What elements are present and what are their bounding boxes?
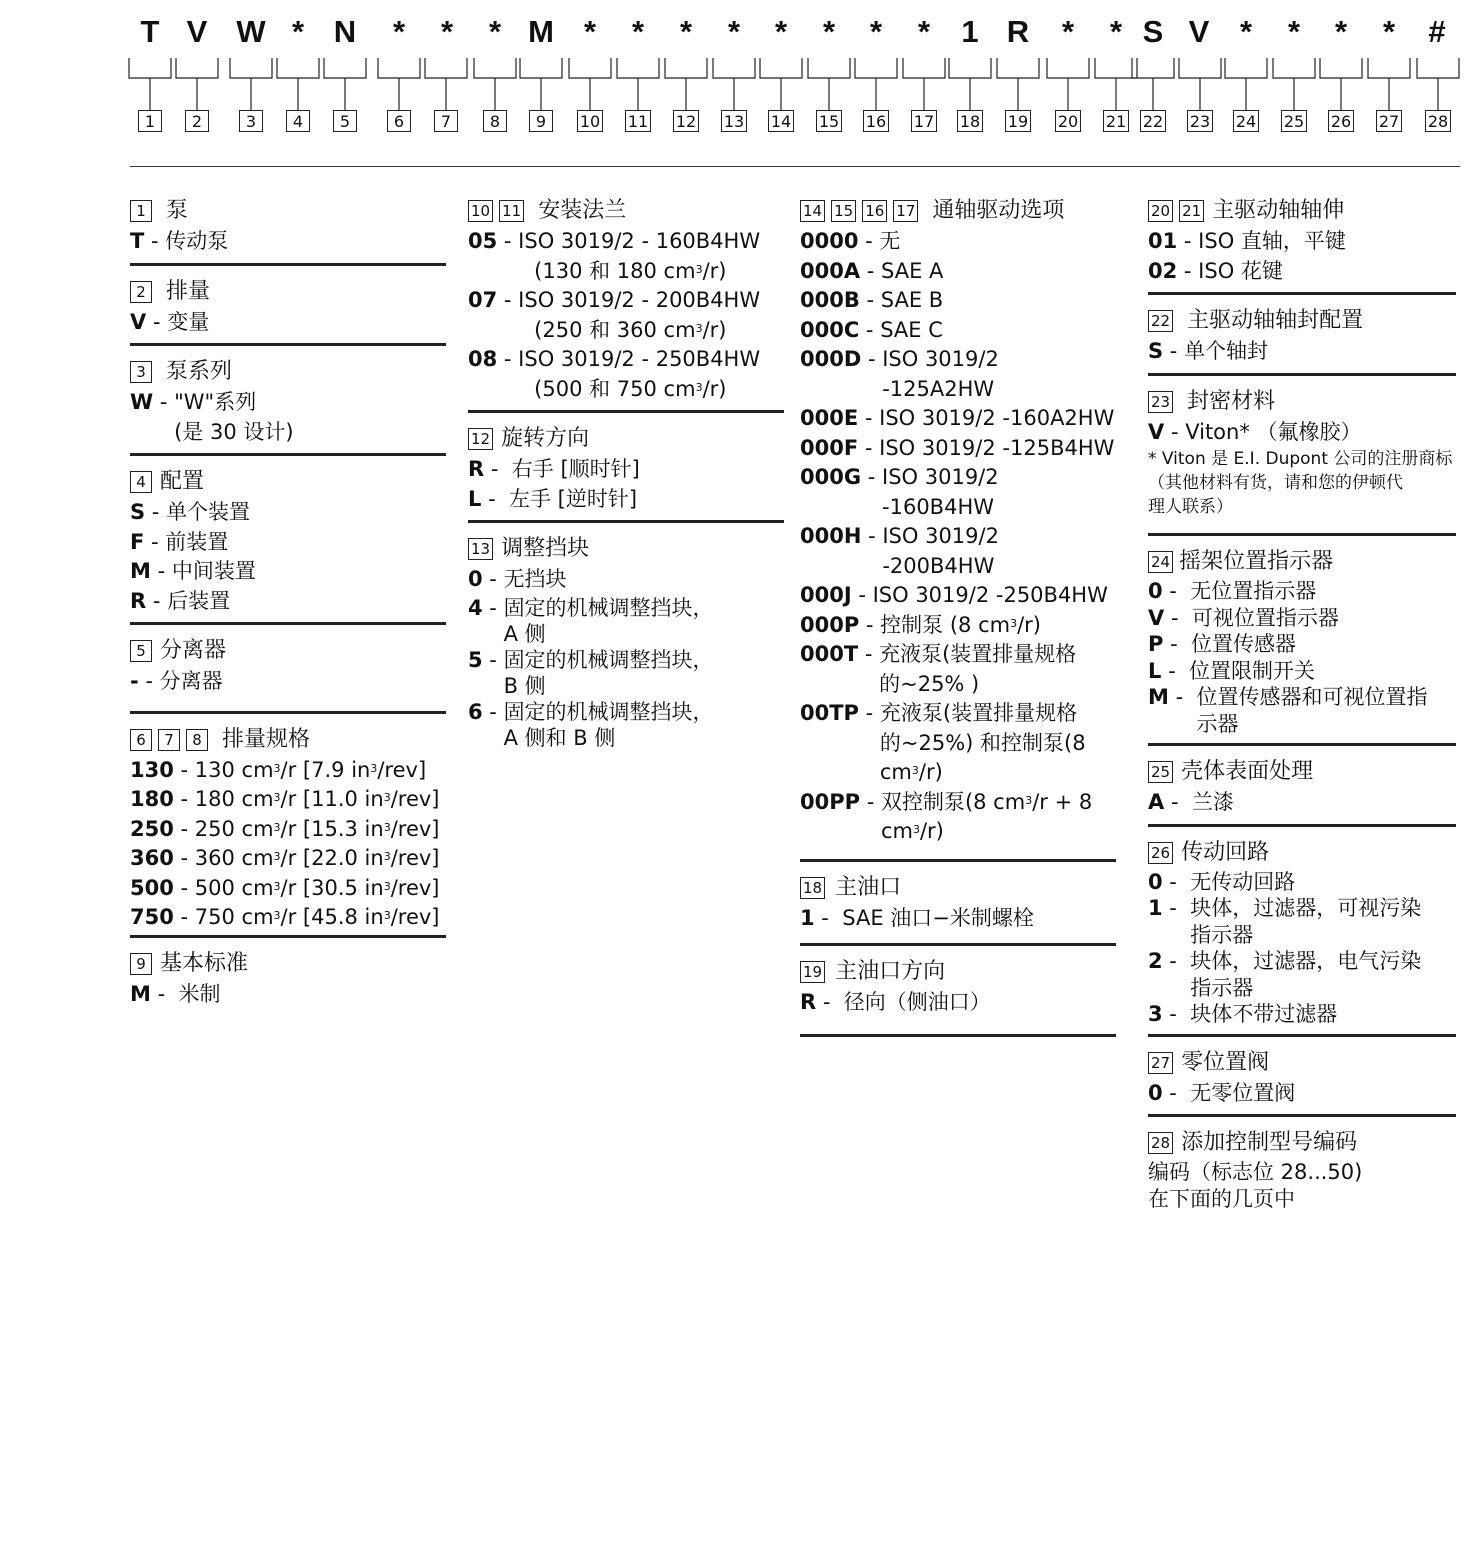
section-title: 通轴驱动选项 [932, 198, 1065, 223]
code-char: * [583, 14, 597, 49]
section-displacement: 2 排量 V - 变量 [130, 276, 446, 347]
option-desc: 固定的机械调整挡块， A 侧 [503, 595, 714, 646]
option-code: A [1148, 790, 1165, 814]
code-bracket [474, 58, 516, 110]
option-code: F [130, 529, 145, 554]
code-char: * [679, 14, 693, 49]
option-desc: 位置限制开关 [1189, 658, 1315, 683]
option-code: 4 [468, 595, 483, 620]
section-mounting-flange: 10 11 安装法兰 05 - ISO 3019/2 - 160B4HW (130 和 180 $cm^3/r$) 07 - ISO 3019/2 - 200B4HW (250 和 360 $cm^3/r$) 08 - ISO 3019/2 - 250B4HW (500 和 750 $cm^3/r$) [468, 195, 784, 413]
section-title: 安装法兰 [538, 198, 627, 223]
code-char: * [631, 14, 645, 49]
thru-drive-option: 000B - SAE B [800, 288, 944, 312]
section-displacement-size [130, 724, 446, 938]
code-bracket [903, 58, 945, 110]
position-box: 28 [1148, 1132, 1173, 1154]
option-code: 1 [1148, 896, 1163, 920]
section-thru-drive: 14 15 16 17 通轴驱动选项 0000 - 无 000A - SAE A 000B - SAE B 000C - SAE C 000D - ISO 3019/2 -125A2HW 000E - ISO 3019/2 -160A2HW 000F - ISO 3019/2 -125B4HW 000G - ISO 3019/2 -160B4HW 000H - ISO 3019/2 -200B4HW 000J - ISO 3019/2 -250B4HW 000P - 控制泵 (8 $cm^3/r$) 000T - 充液泵(装置排量规格 的~25% ) 00TP - 充液泵(装置排量规格 的~25%) 和控制泵(8 $cm^3/r$) 00PP - 双控制泵(8 $cm^3/r + 8$ $cm^3/r$) [800, 195, 1116, 862]
option-desc: 左手 [逆时针] [509, 486, 638, 511]
option-desc: 前装置 [165, 529, 229, 554]
position-number-box: 6 [387, 110, 411, 132]
section-pump: 1 泵 T - 传动泵 [130, 195, 446, 266]
thru-drive-option: 000A - SAE A [800, 258, 944, 283]
option-code: V [1148, 605, 1165, 630]
section-title: 传动回路 [1181, 839, 1270, 865]
code-char: * [1109, 14, 1123, 49]
code-char: * [1239, 14, 1253, 49]
header-divider [130, 166, 1460, 167]
option-desc: 块体，过滤器，可视污染 指示器 [1190, 896, 1422, 947]
code-bracket [1273, 58, 1315, 110]
position-box: 18 [800, 877, 825, 899]
code-char: W [236, 14, 266, 49]
code-char: * [1334, 14, 1348, 49]
code-bracket [1368, 58, 1410, 110]
code-char: * [392, 14, 406, 49]
option-code: 5 [468, 647, 483, 672]
position-number-box: 3 [239, 110, 263, 132]
position-box: 25 [1148, 761, 1173, 783]
option-code: T [130, 229, 145, 253]
section-title: 添加控制型号编码 [1181, 1130, 1358, 1155]
section-shaft-seal: 22 主驱动轴轴封配置 S - 单个轴封 [1148, 305, 1456, 376]
position-box: 3 [130, 361, 152, 383]
position-number-box: 15 [816, 110, 842, 132]
option-desc: 单个轴封 [1184, 339, 1269, 363]
position-box: 6 [130, 729, 152, 751]
section-title: 基本标准 [160, 950, 249, 976]
section-title: 泵系列 [166, 359, 233, 384]
option-code: 01 [1148, 229, 1178, 253]
code-char: * [1382, 14, 1396, 49]
section-housing-finish: 25 壳体表面处理 A - 兰漆 [1148, 756, 1456, 827]
position-box: 22 [1148, 310, 1173, 332]
code-bracket [997, 58, 1039, 110]
position-box: 5 [130, 640, 152, 662]
position-box: 1 [130, 200, 152, 222]
option-code: M [130, 981, 151, 1006]
section-swashplate-indicator: 24 摇架位置指示器 0 - 无位置指示器 V - 可视位置指示器 P - 位置传感器 L - 位置限制开关 M - 位置传感器和可视位置指 示器 [1148, 546, 1456, 746]
position-box: 7 [158, 729, 180, 751]
position-box: 9 [130, 953, 152, 975]
section-title: 排量 [166, 278, 211, 304]
section-title: 主驱动轴轴封配置 [1187, 308, 1364, 333]
option-code: M [130, 559, 151, 583]
code-bracket [1095, 58, 1137, 110]
code-bracket [1179, 58, 1221, 110]
code-char: 1 [961, 14, 979, 49]
section-control-code [1148, 1127, 1456, 1219]
option-code: 05 [468, 229, 498, 253]
option-desc: 径向（侧油口） [843, 990, 991, 1014]
displacement-option: 130 - 130 $cm^3/r$ [7.9 $in^3/rev$] [130, 757, 427, 782]
code-bracket [1320, 58, 1362, 110]
code-char: V [1188, 14, 1210, 49]
option-code: S [130, 500, 146, 524]
position-box: 20 [1148, 200, 1173, 222]
code-char: * [1061, 14, 1075, 49]
code-char: * [1287, 14, 1301, 49]
option-code: 02 [1148, 258, 1178, 283]
displacement-option: 360 - 360 $cm^3/r$ [22.0 $in^3/rev$] [130, 846, 440, 870]
option-desc: - 分离器 [145, 669, 223, 693]
column-1 [130, 195, 446, 1025]
position-number-box: 7 [434, 110, 458, 132]
option-code: L [468, 486, 482, 511]
position-number-box: 17 [911, 110, 937, 132]
option-desc: 固定的机械调整挡块， B 侧 [503, 647, 714, 698]
thru-drive-option: 000J - ISO 3019/2 -250B4HW [800, 583, 1108, 607]
section-main-port: 18 主油口 1 - SAE 油口−米制螺栓 [800, 872, 1116, 947]
code-char: * [917, 14, 931, 49]
code-char: * [291, 14, 305, 49]
section-shaft: 20 21 主驱动轴轴伸 01 - ISO 直轴，平键 02 - ISO 花键 [1148, 195, 1456, 295]
position-number-box: 9 [529, 110, 553, 132]
code-char: R [1006, 14, 1030, 49]
code-char: # [1428, 14, 1446, 49]
option-desc: 控制泵 (8 $cm^3/r$) [880, 612, 1041, 637]
thru-drive-option: 000H - ISO 3019/2 -200B4HW [800, 524, 999, 578]
thru-drive-option: 000C - SAE C [800, 317, 943, 342]
code-bracket [617, 58, 659, 110]
position-box: 13 [468, 538, 493, 560]
option-code: 2 [1148, 949, 1163, 973]
code-char: * [822, 14, 836, 49]
code-bracket [1417, 58, 1459, 110]
footnote: （其他材料有货，请和您的伊顿代 [1148, 473, 1403, 493]
code-char: * [869, 14, 883, 49]
option-desc: 兰漆 [1191, 790, 1234, 814]
position-number-box: 14 [768, 110, 794, 132]
section-title: 主驱动轴轴伸 [1212, 198, 1345, 223]
footnote: * Viton 是 E.I. Dupont 公司的注册商标 [1148, 449, 1453, 469]
position-box: 23 [1148, 391, 1173, 413]
code-bracket [176, 58, 218, 110]
option-desc: 右手 [顺时针] [511, 457, 640, 481]
section-title: 封密材料 [1187, 388, 1276, 414]
option-code: S [1148, 339, 1164, 363]
position-number-box: 11 [625, 110, 651, 132]
code-char: N [333, 14, 357, 49]
position-box: 16 [862, 200, 887, 222]
position-number-box: 13 [721, 110, 747, 132]
option-desc: 充液泵(装置排量规格 的~25%) 和控制泵(8 $cm^3/r$) [879, 701, 1086, 784]
control-code-note: 在下面的几页中 [1148, 1187, 1295, 1211]
position-box: 11 [499, 200, 524, 222]
code-bracket [520, 58, 562, 110]
footnote: 理人联系） [1148, 497, 1233, 517]
option-code: 00PP [800, 789, 861, 814]
code-char: * [727, 14, 741, 49]
column-4 [1148, 195, 1456, 1229]
option-code: P [1148, 632, 1164, 656]
option-code: M [1148, 685, 1169, 709]
option-desc: 充液泵(装置排量规格 的~25% ) [879, 642, 1077, 696]
option-desc: 米制 [178, 981, 221, 1006]
code-char: M [528, 14, 554, 49]
position-box: 24 [1148, 551, 1173, 573]
position-number-box: 28 [1425, 110, 1451, 132]
option-code: 00TP [800, 701, 859, 725]
option-desc: ISO 直轴，平键 [1198, 229, 1346, 253]
code-char: * [440, 14, 454, 49]
option-desc: 块体，过滤器，电气污染 指示器 [1190, 949, 1422, 1000]
option-desc: 变量 [167, 309, 210, 334]
position-number-box: 2 [185, 110, 209, 132]
option-code: 07 [468, 288, 498, 312]
displacement-option: 250 - 250 $cm^3/r$ [15.3 $in^3/rev$] [130, 816, 440, 841]
thru-drive-option: 000G - ISO 3019/2 -160B4HW [800, 465, 999, 519]
position-number-box: 20 [1055, 110, 1081, 132]
section-seal-material: 23 封密材料 V - Viton* （氟橡胶） * Viton 是 E.I. Dupont 公司的注册商标 （其他材料有货，请和您的伊顿代 理人联系） [1148, 386, 1456, 537]
code-bracket [1132, 58, 1174, 110]
position-box: 12 [468, 428, 493, 450]
position-number-box: 4 [286, 110, 310, 132]
position-box: 14 [800, 200, 825, 222]
code-char: T [140, 14, 160, 49]
position-number-box: 24 [1233, 110, 1259, 132]
option-code: V [130, 309, 147, 334]
position-number-box: 1 [138, 110, 162, 132]
option-code: 0 [468, 567, 483, 591]
code-bracket [230, 58, 272, 110]
code-bracket [1225, 58, 1267, 110]
section-title: 主油口 [835, 874, 902, 900]
section-configuration: 4 配置 S - 单个装置 F - 前装置 M - 中间装置 R - 后装置 [130, 466, 446, 625]
code-bracket [949, 58, 991, 110]
position-box: 15 [831, 200, 856, 222]
code-char: V [186, 14, 208, 49]
code-bracket [855, 58, 897, 110]
position-number-box: 10 [577, 110, 603, 132]
position-number-box: 27 [1376, 110, 1402, 132]
option-code: 1 [800, 905, 815, 930]
section-title: 调整挡块 [501, 536, 590, 561]
displacement-option: 180 - 180 $cm^3/r$ [11.0 $in^3/rev$] [130, 787, 440, 811]
option-desc: 无传动回路 [1190, 869, 1296, 894]
option-desc: 无零位置阀 [1190, 1080, 1296, 1105]
code-bracket [324, 58, 366, 110]
option-desc: ISO 花键 [1198, 258, 1283, 283]
thru-drive-option: 000F - ISO 3019/2 -125B4HW [800, 435, 1115, 460]
section-title: 摇架位置指示器 [1179, 549, 1334, 574]
code-bracket [1047, 58, 1089, 110]
code-char: * [774, 14, 788, 49]
displacement-option: 500 - 500 $cm^3/r$ [30.5 $in^3/rev$] [130, 875, 440, 900]
model-code-row [0, 14, 1484, 54]
code-char: * [488, 14, 502, 49]
section-title: 壳体表面处理 [1181, 759, 1314, 784]
section-rotation: 12 旋转方向 R - 右手 [顺时针] L - 左手 [逆时针] [468, 423, 784, 523]
option-code: - [130, 669, 139, 693]
option-code: R [468, 457, 485, 481]
section-basic-standard: 9 基本标准 M - 米制 [130, 948, 446, 1016]
section-separator [130, 635, 446, 714]
option-desc: 固定的机械调整挡块， A 侧和 B 侧 [503, 699, 714, 750]
section-title: 配置 [160, 469, 205, 494]
control-code-note: 编码（标志位 28...50) [1148, 1160, 1363, 1184]
position-number-box: 18 [957, 110, 983, 132]
option-desc: 块体不带过滤器 [1190, 1002, 1338, 1026]
option-code: 0 [1148, 869, 1163, 894]
position-number-box: 21 [1103, 110, 1129, 132]
code-bracket [713, 58, 755, 110]
option-desc: ISO 3019/2 - 160B4HW (130 和 180 $cm^3/r$) [518, 229, 761, 283]
option-code: L [1148, 658, 1162, 683]
option-code: 3 [1148, 1002, 1163, 1026]
code-char: S [1142, 14, 1164, 49]
column-3 [800, 195, 1116, 1047]
code-bracket [665, 58, 707, 110]
option-code: 0 [1148, 1080, 1163, 1105]
position-number-box: 8 [483, 110, 507, 132]
code-bracket [277, 58, 319, 110]
section-title: 旋转方向 [501, 426, 590, 451]
code-bracket [569, 58, 611, 110]
section-title: 分离器 [160, 638, 227, 663]
code-brackets [0, 56, 1484, 116]
option-desc: Viton* （氟橡胶） [1185, 419, 1362, 444]
code-bracket [378, 58, 420, 110]
section-zero-position-valve: 27 零位置阀 0 - 无零位置阀 [1148, 1047, 1456, 1118]
section-pump-series: 3 泵系列 W - "W"系列 (是 30 设计) [130, 356, 446, 456]
position-box: 26 [1148, 842, 1173, 864]
thru-drive-option: 000E - ISO 3019/2 -160A2HW [800, 406, 1115, 430]
position-box: 21 [1179, 200, 1204, 222]
section-drive-circuit: 26 传动回路 0 - 无传动回路 1 - 块体，过滤器，可视污染 指示器 2 - 块体，过滤器，电气污染 指示器 3 - 块体不带过滤器 [1148, 837, 1456, 1037]
position-number-box: 25 [1281, 110, 1307, 132]
section-port-orientation: 19 主油口方向 R - 径向（侧油口） [800, 956, 1116, 1037]
position-box: 8 [186, 729, 208, 751]
option-desc: 位置传感器和可视位置指 示器 [1196, 685, 1428, 736]
option-desc: 单个装置 [166, 500, 251, 524]
position-number-box: 5 [333, 110, 357, 132]
position-number-box: 19 [1005, 110, 1031, 132]
option-desc: 中间装置 [171, 559, 256, 583]
section-title: 泵 [166, 198, 189, 223]
option-desc: 可视位置指示器 [1191, 605, 1339, 630]
option-desc: ISO 3019/2 - 200B4HW (250 和 360 $cm^3/r$) [518, 288, 761, 342]
option-code: 6 [468, 699, 483, 724]
option-desc: SAE 油口−米制螺栓 [842, 905, 1034, 930]
option-desc: 传动泵 [165, 229, 229, 253]
option-desc: 双控制泵(8 $cm^3/r + 8$ $cm^3/r$) [880, 789, 1093, 843]
position-box: 4 [130, 471, 152, 493]
position-number-box: 16 [863, 110, 889, 132]
section-adjustment-stop: 13 调整挡块 0 - 无挡块 4 - 固定的机械调整挡块， A 侧 5 - 固定的机械调整挡块， B 侧 6 - 固定的机械调整挡块， A 侧和 B 侧 [468, 533, 784, 757]
position-box: 19 [800, 961, 825, 983]
option-desc: 无挡块 [503, 567, 567, 591]
position-number-box: 23 [1187, 110, 1213, 132]
position-number-box: 12 [673, 110, 699, 132]
thru-drive-option: 000D - ISO 3019/2 -125A2HW [800, 347, 999, 401]
position-box: 2 [130, 281, 152, 303]
position-number-box: 26 [1328, 110, 1354, 132]
position-box: 17 [893, 200, 918, 222]
option-code: R [800, 990, 817, 1014]
option-desc: 无位置指示器 [1190, 579, 1317, 603]
code-bracket [425, 58, 467, 110]
option-code: W [130, 390, 154, 414]
section-title: 主油口方向 [835, 959, 946, 984]
thru-drive-option: 0000 - 无 [800, 229, 901, 253]
code-bracket [129, 58, 171, 110]
option-desc: ISO 3019/2 - 250B4HW (500 和 750 $cm^3/r$) [518, 347, 761, 401]
section-title: 排量规格 [222, 726, 311, 752]
option-code: R [130, 588, 147, 613]
option-code: 000P [800, 612, 860, 637]
section-title: 零位置阀 [1181, 1049, 1270, 1075]
option-code: 000T [800, 642, 859, 666]
option-desc: 后装置 [167, 588, 231, 613]
position-box: 10 [468, 200, 493, 222]
position-box: 27 [1148, 1052, 1173, 1074]
code-bracket [760, 58, 802, 110]
option-code: 08 [468, 347, 498, 371]
displacement-option: 750 - 750 $cm^3/r$ [45.8 $in^3/rev$] [130, 905, 440, 929]
option-desc: 位置传感器 [1191, 632, 1297, 656]
option-code: V [1148, 419, 1165, 444]
code-bracket [808, 58, 850, 110]
option-desc: "W"系列 (是 30 设计) [174, 390, 294, 444]
column-2 [468, 195, 784, 767]
position-number-box: 22 [1140, 110, 1166, 132]
option-code: 0 [1148, 579, 1163, 603]
